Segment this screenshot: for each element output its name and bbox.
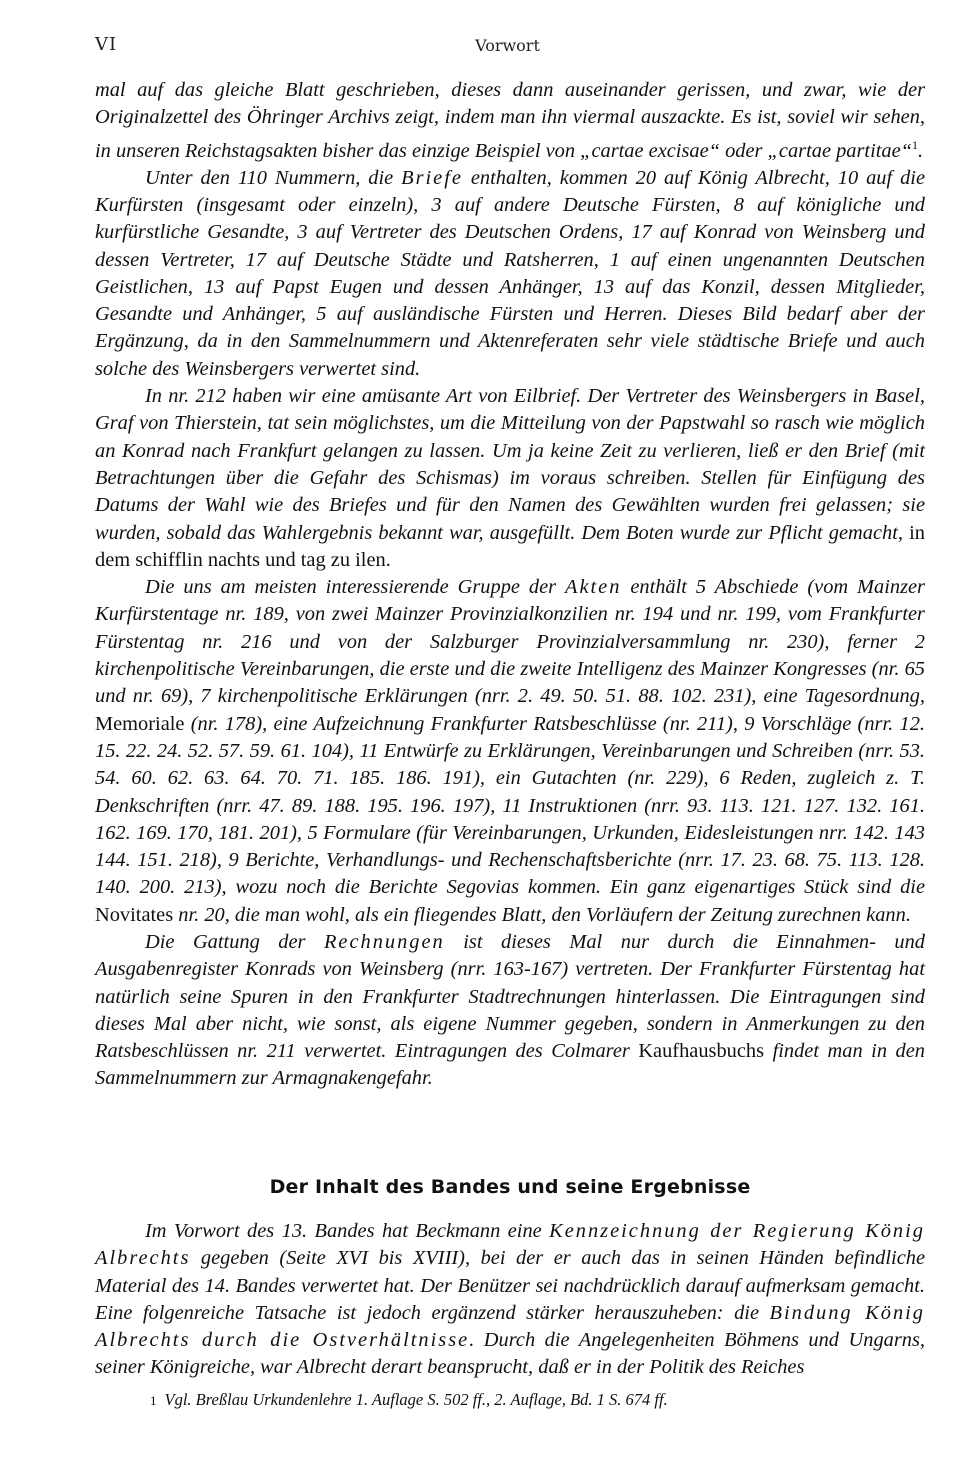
paragraph-akten: [95, 574, 925, 929]
vorwort-body: [95, 77, 925, 1093]
quoted-source-text: Memoriale: [95, 712, 185, 735]
inhalt-body: [95, 1218, 925, 1382]
emphasis-spaced: Kennzeichnung der Regierung König Albrechts: [95, 1220, 925, 1270]
quoted-source-text: in dem schifflin nachts und tag zu ilen.: [95, 521, 925, 571]
emphasis-spaced: Akten: [564, 576, 622, 599]
paragraph-text: Die uns am meisten interessierende Gruppe der: [145, 576, 565, 599]
paragraph-text: enthalten, kommen 20 auf König Albrecht, 10 auf die Kurfürsten (insgesamt oder einzeln), 3 auf andere Deutsche Fürsten, 8 auf königliche und kurfürstliche Gesandte, 3 auf Vertreter des Deutschen Ordens, 17 auf Konrad von Weinsberg und dessen Vertreter, 17 auf Deutsche Städte und Ratsherren, 1 auf einen ungenannten Deutschen Geistlichen, 13 auf Papst Eugen und dessen Anhänger, 13 auf das Konzil, dessen Mitglieder, Gesandte und Anhänger, 5 auf ausländische Fürsten und Herren. Dieses Bild bedarf aber der Ergänzung, da in den Sammelnummern und Aktenreferaten sehr viele städtische Briefe und auch solche des Weinsbergers verwertet sind.: [95, 166, 925, 380]
paragraph-text: Unter den 110 Nummern, die: [145, 166, 402, 189]
page-header: [95, 34, 920, 62]
running-head: Vorwort: [475, 36, 540, 55]
paragraph-text: nr. 20, die man wohl, als ein fliegendes Blatt, den Vorläufern der Zeitung zurechnen kann.: [173, 903, 911, 926]
paragraph-inhalt: [95, 1218, 925, 1382]
paragraph-text: enthält 5 Abschiede (vom Mainzer Kurfürstentage nr. 189, von zwei Mainzer Provinzialkonzilien nr. 194 und nr. 199, vom Frankfurter Fürstentag nr. 216 und von der Salzburger Provinzialversammlung nr. 230), ferner 2 kirchenpolitische Vereinbarungen, die erste und die zweite Intelligenz des Mainzer Kongresses (nr. 65 und nr. 69), 7 kirchenpolitische Erklärungen (nrr. 2. 49. 50. 51. 88. 102. 231), eine Tagesordnung,: [95, 576, 925, 708]
paragraph-briefe: [95, 165, 925, 383]
paragraph-eilbrief: [95, 383, 925, 574]
emphasis-spaced: Briefe: [401, 166, 463, 189]
footnote: [150, 1390, 920, 1410]
footnote-mark: 1: [150, 1393, 157, 1408]
quoted-source-text: Novitates: [95, 903, 174, 926]
paragraph-text: (nr. 178), eine Aufzeichnung Frankfurter Ratsbeschlüsse (nr. 211), 9 Vorschläge (nrr. 12. 15. 22. 24. 52. 57. 59. 61. 104), 11 Entwürfe zu Erklärungen, Vereinbarungen und Schreiben (nrr. 53. 54. 60. 62. 63. 64. 70. 71. 185. 186. 191), ein Gutachten (nr. 229), 6 Reden, zugleich z. T. Denkschriften (nrr. 47. 89. 188. 195. 196. 197), 11 Instruktionen (nrr. 93. 113. 121. 127. 132. 161. 162. 169. 170, 181. 201), 5 Formulare (für Vereinbarungen, Urkunden, Eidesleistungen nrr. 142. 143 144. 151. 218), 9 Berichte, Verhandlungs- und Rechenschaftsberichte (nrr. 17. 23. 68. 75. 113. 128. 140. 200. 213), wozu noch die Berichte Segovias kommen. Ein ganz eigenartiges Stück sind die: [95, 712, 925, 899]
paragraph-rechnungen: [95, 929, 925, 1093]
paragraph-text: Im Vorwort des 13. Bandes hat Beckmann eine: [145, 1220, 550, 1242]
quoted-source-text: Kaufhausbuchs: [638, 1040, 765, 1063]
section-heading: Der Inhalt des Bandes und seine Ergebnisse: [269, 1176, 751, 1198]
paragraph-text: mal auf das gleiche Blatt geschrieben, dieses dann auseinander gerissen, und zwar, wie der Originalzettel des Öhringer Archivs zeigt, indem man ihn viermal auszackte. Es ist, soviel wir sehen, in unseren Reichstagsakten bisher das einzige Beispiel von „cartae excisae“ oder „cartae partitae“: [95, 79, 925, 162]
footnote-reference[interactable]: 1: [912, 137, 918, 152]
paragraph-text: In nr. 212 haben wir eine amüsante Art von Eilbrief. Der Vertreter des Weinsbergers in Basel, Graf von Thierstein, tat sein möglichstes, um die Mitteilung von der Papstwahl so rasch wie möglich an Konrad nach Frankfurt gelangen zu lassen. Um ja keine Zeit zu verlieren, ließ er den Brief (mit Betrachtungen über die Gefahr des Schismas) im voraus schreiben. Stellen für Einfügung des Datums der Wahl wie des Briefes und für den Namen des Gewählten wurden frei gelassen; sie wurden, sobald das Wahlergebnis bekannt war, ausgefüllt. Dem Boten wurde zur Pflicht gemacht,: [95, 385, 925, 544]
page-number: VI: [95, 34, 118, 55]
paragraph-text: gegeben (Seite XVI bis XVIII), bei der er auch das in seinen Händen befindliche Material des 14. Bandes verwertet hat. Der Benützer sei nachdrücklich darauf aufmerksam gemacht. Eine folgenreiche Tatsache ist jedoch ergänzend stärker herauszuheben: die: [95, 1247, 925, 1324]
emphasis-spaced: Rechnungen: [323, 931, 445, 953]
paragraph-text: ist dieses Mal nur durch die Einnahmen- und Ausgabenregister Konrads von Weinsberg (nrr. 163-167) vertreten. Der Frankfurter Fürstentag hat natürlich seine Spuren in den Frankfurter Stadtrechnungen hinterlassen. Die Eintragungen sind dieses Mal aber nicht, wie sonst, als eigene Nummer gegeben, sondern in Anmerkungen zu den Ratsbeschlüssen nr. 211 verwertet. Eintragungen des Colmarer: [95, 931, 925, 1063]
paragraph-continuation: [95, 77, 925, 165]
paragraph-text: .: [918, 139, 924, 162]
paragraph-text: Die Gattung der: [145, 931, 324, 953]
footnote-text: Vgl. Breßlau Urkundenlehre 1. Auflage S. 502 ff., 2. Auflage, Bd. 1 S. 674 ff.: [164, 1390, 668, 1409]
paragraph-text: findet man in den Sammelnummern zur Armagnakengefahr.: [95, 1040, 925, 1090]
emphasis-spaced: Bindung König Albrechts durch die Ostverhältnisse: [95, 1301, 925, 1352]
paragraph-text: . Durch die Angelegenheiten Böhmens und Ungarns, seiner Königreiche, war Albrecht derart beansprucht, daß er in der Politik des Reiches: [95, 1329, 925, 1379]
